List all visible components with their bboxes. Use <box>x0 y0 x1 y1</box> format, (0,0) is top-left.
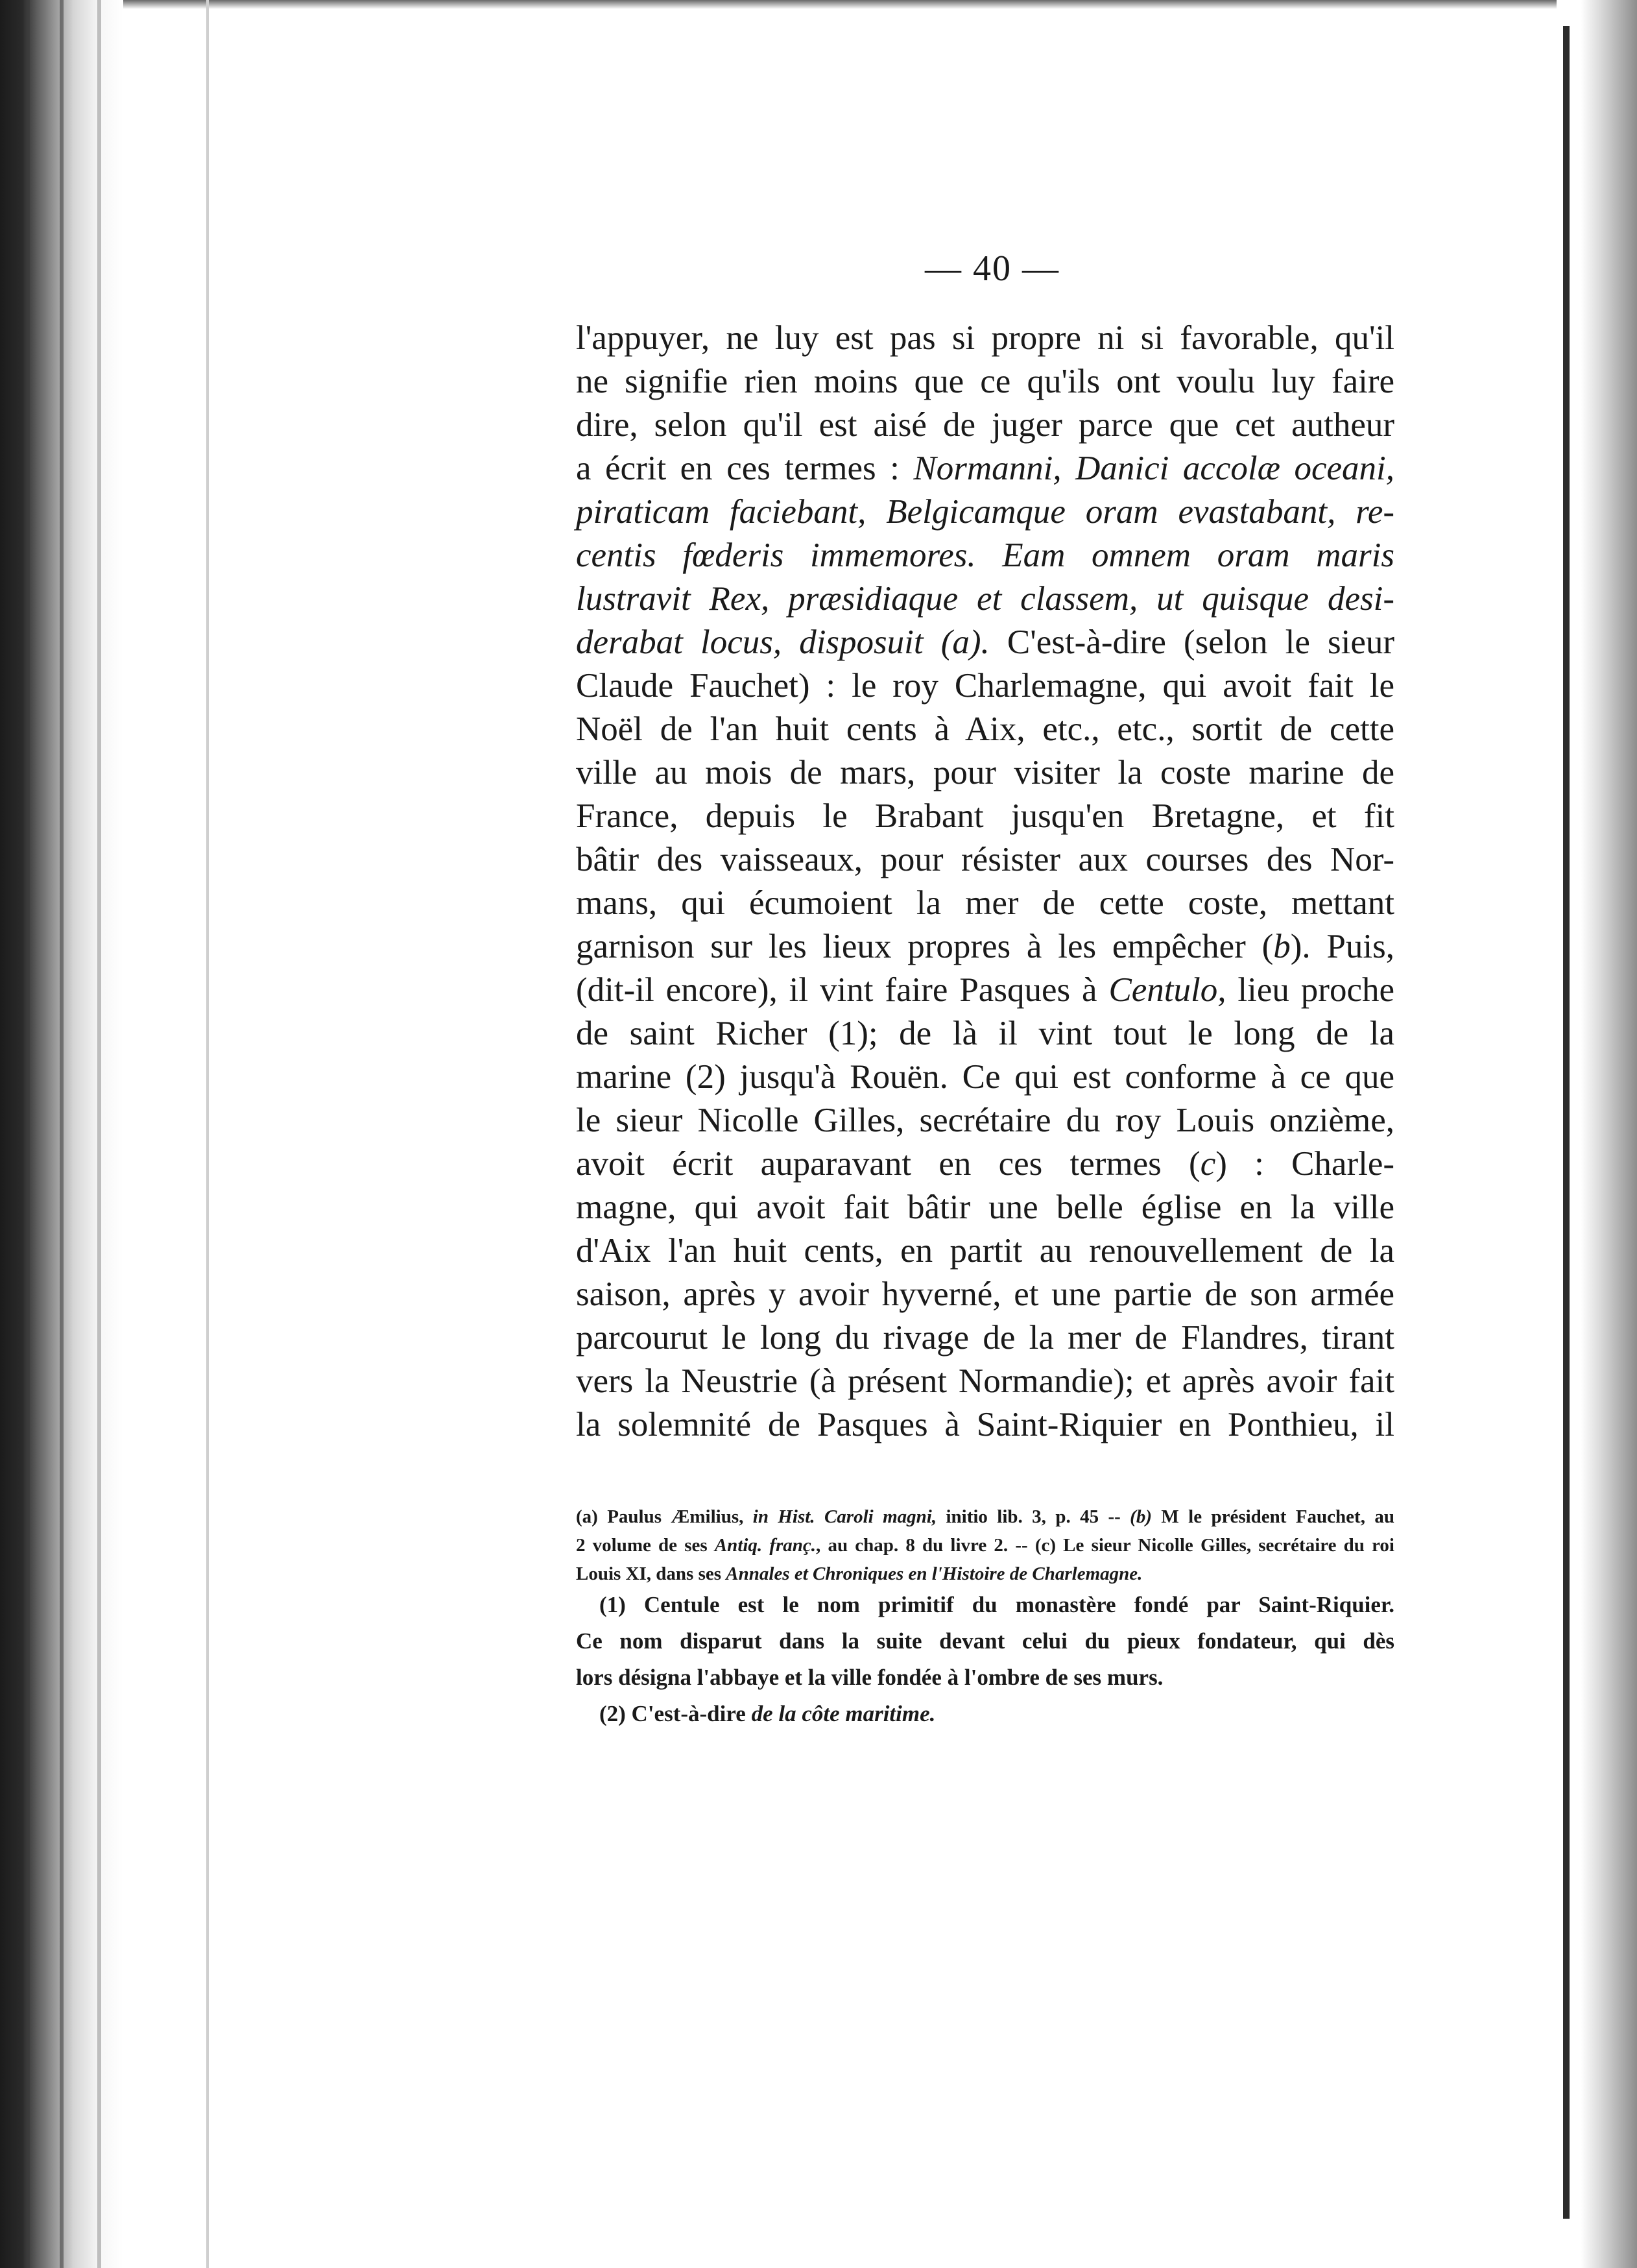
latin-quote: derabat locus, disposuit (a). <box>576 623 990 661</box>
main-text-block <box>576 317 1394 1447</box>
text-line <box>576 404 1394 447</box>
text-run: 2 volume de ses <box>576 1535 715 1556</box>
footnote-line <box>576 1587 1394 1623</box>
footnotes-letters <box>576 1502 1394 1588</box>
text-run: initio lib. 3, p. 45 -- <box>937 1506 1130 1527</box>
text-line <box>576 925 1394 969</box>
text-line <box>576 1186 1394 1229</box>
text-run: ne signifie rien moins que ce qu'ils ont voulu luy faire <box>576 363 1394 400</box>
text-line <box>576 1229 1394 1273</box>
latin-quote: lustravit Rex, præsidiaque et classem, ut quisque desi- <box>576 580 1394 618</box>
text-line <box>576 795 1394 838</box>
text-run: lors désigna l'abbaye et la ville fondée à l'ombre de ses murs. <box>576 1665 1164 1690</box>
text-line <box>576 1403 1394 1447</box>
footnote-line <box>576 1696 1394 1732</box>
text-line <box>576 708 1394 751</box>
text-run: ) : Charle- <box>1215 1145 1395 1183</box>
latin-quote: piraticam faciebant, Belgicamque oram evastabant, re- <box>576 493 1394 531</box>
text-run: dire, selon qu'il est aisé de juger parce que cet autheur <box>576 406 1394 444</box>
latin-quote: centis fœderis immemores. Eam omnem oram maris <box>576 537 1394 574</box>
text-line <box>576 1316 1394 1360</box>
footnote-line <box>576 1560 1394 1588</box>
latin-quote: Normanni, Danici accolæ oceani, <box>913 450 1394 487</box>
footnote-ref: b <box>1273 928 1291 965</box>
text-line <box>576 1273 1394 1316</box>
text-line <box>576 969 1394 1012</box>
text-line <box>576 838 1394 882</box>
text-run: , au chap. 8 du livre 2. -- (c) Le sieur Nicolle Gilles, secrétaire du roi <box>816 1535 1394 1556</box>
text-line <box>576 664 1394 708</box>
text-run: vers la Neustrie (à présent Normandie); et après avoir fait <box>576 1362 1394 1400</box>
text-run: Ce nom disparut dans la suite devant celui du pieux fondateur, qui dès <box>576 1628 1394 1654</box>
title-italic: Annales et Chroniques en l'Histoire de Charlemagne. <box>726 1563 1143 1584</box>
text-line <box>576 1056 1394 1099</box>
text-run: magne, qui avoit fait bâtir une belle église en la ville <box>576 1188 1394 1226</box>
page-number: — 40 — <box>925 248 1060 289</box>
text-line <box>576 317 1394 360</box>
text-run: saison, après y avoir hyverné, et une partie de son armée <box>576 1275 1394 1313</box>
text-line <box>576 490 1394 534</box>
footnote-ref: c <box>1200 1145 1216 1183</box>
text-run: bâtir des vaisseaux, pour résister aux courses des Nor- <box>576 841 1394 878</box>
footnote-line <box>576 1659 1394 1696</box>
text-line <box>576 1099 1394 1142</box>
title-italic: Antiq. franç. <box>714 1535 817 1556</box>
text-line <box>576 1360 1394 1403</box>
text-run: France, depuis le Brabant jusqu'en Bretagne, et fit <box>576 797 1394 835</box>
text-run: M le président Fauchet, au <box>1152 1506 1394 1527</box>
text-run: avoit écrit auparavant en ces termes ( <box>576 1145 1201 1183</box>
text-run: parcourut le long du rivage de la mer de Flandres, tirant <box>576 1319 1394 1357</box>
footnote-line <box>576 1623 1394 1659</box>
text-run: (a) Paulus Æmilius, <box>576 1506 753 1527</box>
text-run: de saint Richer (1); de là il vint tout le long de la <box>576 1015 1394 1052</box>
scan-streak <box>26 0 30 2268</box>
text-run: Louis XI, dans ses <box>576 1563 726 1584</box>
scan-streak <box>60 0 64 2268</box>
title-italic: in Hist. Caroli magni, <box>752 1506 937 1527</box>
text-run: (dit-il encore), il vint faire Pasques à <box>576 971 1109 1009</box>
scan-streak <box>97 0 101 2268</box>
text-run: le sieur Nicolle Gilles, secrétaire du roy Louis onzième, <box>576 1102 1394 1139</box>
text-line <box>576 751 1394 795</box>
text-run: C'est-à-dire (selon le sieur <box>989 623 1395 661</box>
text-line <box>576 621 1394 664</box>
text-run: marine (2) jusqu'à Rouën. Ce qui est conforme à ce que <box>576 1058 1394 1096</box>
text-run: (1) Centule est le nom primitif du monastère fondé par Saint-Riquier. <box>599 1592 1394 1617</box>
text-run: mans, qui écumoient la mer de cette coste, mettant <box>576 884 1394 922</box>
footnote-line <box>576 1531 1394 1560</box>
text-line <box>576 1142 1394 1186</box>
text-run: l'appuyer, ne luy est pas si propre ni si favorable, qu'il <box>576 319 1394 357</box>
footnote-line <box>576 1502 1394 1531</box>
phrase-italic: de la côte maritime. <box>751 1701 936 1726</box>
text-line <box>576 882 1394 925</box>
text-line <box>576 447 1394 490</box>
text-line <box>576 534 1394 577</box>
text-line <box>576 577 1394 621</box>
latin-word: Centulo, <box>1108 971 1226 1009</box>
text-line <box>576 360 1394 404</box>
text-run: Claude Fauchet) : le roy Charlemagne, qui avoit fait le <box>576 667 1394 705</box>
page-fold-line <box>206 0 209 2268</box>
footnote-ref: (b) <box>1130 1506 1152 1527</box>
text-run: a écrit en ces termes : <box>576 450 914 487</box>
text-run: la solemnité de Pasques à Saint-Riquier en Ponthieu, il <box>576 1406 1394 1443</box>
text-run: ville au mois de mars, pour visiter la coste marine de <box>576 754 1394 791</box>
footnotes-numbers <box>576 1587 1394 1732</box>
text-run: garnison sur les lieux propres à les empêcher ( <box>576 928 1274 965</box>
text-line <box>576 1012 1394 1056</box>
scan-right-bar <box>1563 26 1570 2219</box>
text-run: (2) C'est-à-dire <box>599 1701 752 1726</box>
scan-top-edge <box>0 0 1637 9</box>
text-run: lieu proche <box>1226 971 1394 1009</box>
text-run: Noël de l'an huit cents à Aix, etc., etc., sortit de cette <box>576 710 1394 748</box>
text-run: ). Puis, <box>1290 928 1394 965</box>
text-run: d'Aix l'an huit cents, en partit au renouvellement de la <box>576 1232 1394 1270</box>
